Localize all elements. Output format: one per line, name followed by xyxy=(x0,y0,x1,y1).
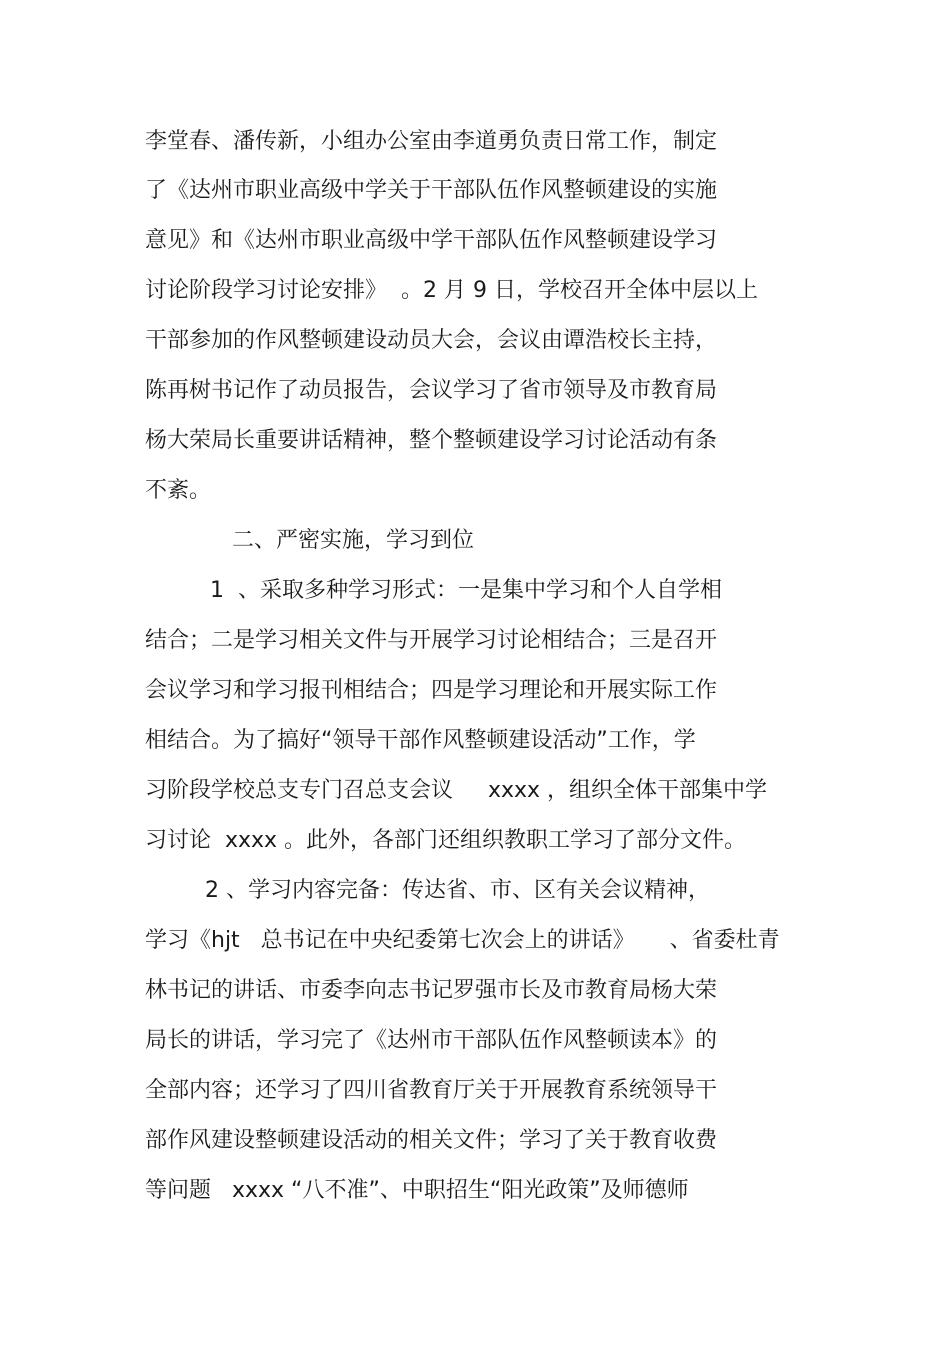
paragraph-line: 结合；二是学习相关文件与开展学习讨论相结合；三是召开 xyxy=(145,628,718,653)
paragraph-line: 会议学习和学习报刊相结合；四是学习理论和开展实际工作 xyxy=(145,678,718,703)
paragraph-line: 习讨论 xxxx 。此外，各部门还组织教职工学习了部分文件。 xyxy=(145,828,747,853)
paragraph-line: 杨大荣局长重要讲话精神，整个整顿建设学习讨论活动有条 xyxy=(145,428,718,453)
paragraph-line: 不紊。 xyxy=(145,478,212,503)
paragraph-line: 局长的讲话，学习完了《达州市干部队伍作风整顿读本》的 xyxy=(145,1028,718,1053)
paragraph-line: 陈再树书记作了动员报告，会议学习了省市领导及市教育局 xyxy=(145,378,718,403)
paragraph-line: 1 、采取多种学习形式：一是集中学习和个人自学相 xyxy=(210,578,722,603)
paragraph-line: 了《达州市职业高级中学关于干部队伍作风整顿建设的实施 xyxy=(145,178,718,203)
paragraph-line: 全部内容；还学习了四川省教育厅关于开展教育系统领导干 xyxy=(145,1078,718,1103)
paragraph-line: 林书记的讲话、市委李向志书记罗强市长及市教育局杨大荣 xyxy=(145,978,718,1003)
paragraph-line: 学习《hjt 总书记在中央纪委第七次会上的讲话》 、省委杜青 xyxy=(145,928,780,953)
paragraph-line: 部作风建设整顿建设活动的相关文件；学习了关于教育收费 xyxy=(145,1128,718,1153)
paragraph-line: 意见》和《达州市职业高级中学干部队伍作风整顿建设学习 xyxy=(145,228,718,253)
paragraph-line: 等问题 xxxx “八不准”、中职招生“阳光政策”及师德师 xyxy=(145,1178,689,1203)
paragraph-line: 习阶段学校总支专门召总支会议 xxxx ，组织全体干部集中学 xyxy=(145,778,768,803)
paragraph-line: 干部参加的作风整顿建设动员大会，会议由谭浩校长主持， xyxy=(145,328,718,353)
paragraph-line: 2 、学习内容完备：传达省、市、区有关会议精神， xyxy=(205,878,710,903)
paragraph-line: 相结合。为了搞好“领导干部作风整顿建设活动”工作，学 xyxy=(145,728,696,753)
paragraph-line: 李堂春、潘传新，小组办公室由李道勇负责日常工作，制定 xyxy=(145,129,718,154)
section-heading: 二、严密实施，学习到位 xyxy=(232,528,475,553)
paragraph-line: 讨论阶段学习讨论安排》 。2 月 9 日，学校召开全体中层以上 xyxy=(145,278,758,303)
